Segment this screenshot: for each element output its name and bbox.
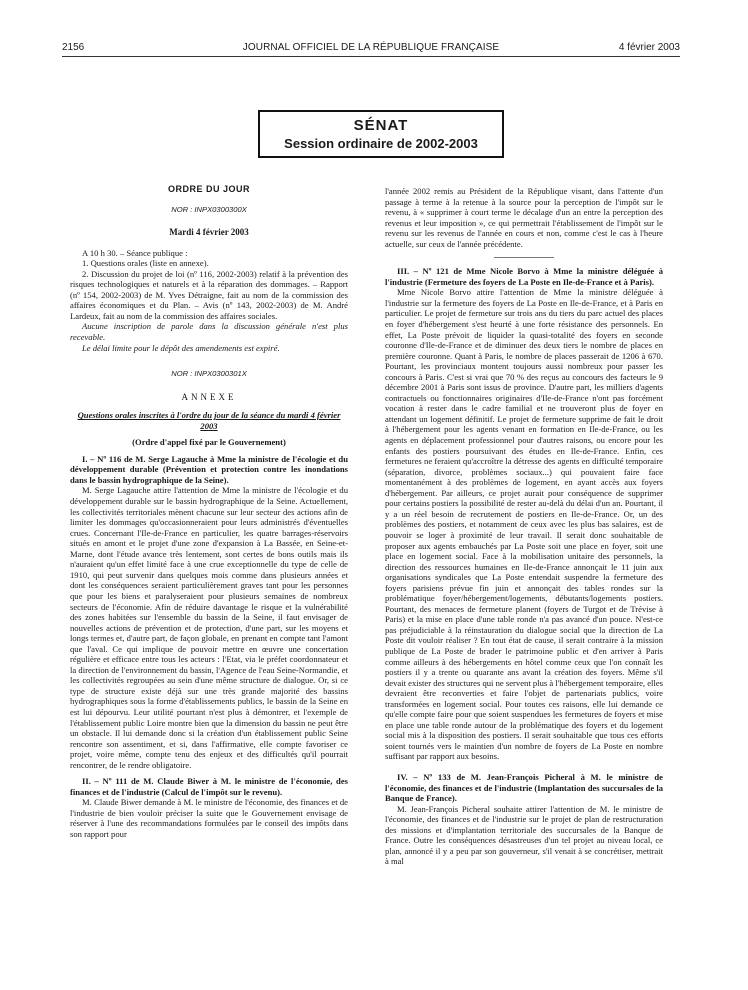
ordre-appel: (Ordre d'appel fixé par le Gouvernement) bbox=[132, 437, 286, 448]
header-date: 4 février 2003 bbox=[618, 42, 680, 53]
header-rule bbox=[62, 56, 680, 57]
journal-title: JOURNAL OFFICIEL DE LA RÉPUBLIQUE FRANÇAISE bbox=[242, 42, 500, 53]
agenda-item-2: 2. Discussion du projet de loi (nº 116, 2002-2003) relatif à la prévention des risques technologiques et naturels et à la réparation des dommages. – Rapport (nº 154, 2002-2003) de M. Yves Détraigne, fait au nom de la commission des affaires économiques et du Plan. – Avis (nº 143, 2002-2003) de M. André Lardeux, fait au nom de la commission des affaires sociales. bbox=[70, 268, 348, 321]
title-box bbox=[258, 110, 504, 158]
page-number: 2156 bbox=[62, 42, 85, 53]
question-133-heading: IV. – Nº 133 de M. Jean-François Picheral à M. le ministre de l'économie, des finances et de l'industrie (Implantation des succursales de la Banque de France). bbox=[385, 771, 663, 804]
nor-reference-1: NOR : INPX0300300X bbox=[171, 204, 247, 214]
title-session: Session ordinaire de 2002-2003 bbox=[284, 136, 478, 151]
question-121-body: Mme Nicole Borvo attire l'attention de Mme la ministre déléguée à l'industrie sur la fermeture des foyers de La Poste en Ile-de-France, et à Paris en particulier. Le projet de fermeture sur trois ans du tiers du parc actuel des places en foyer d'hébergement s'est heurté à une forte résistance des personnels. En effet, La Poste prévoit de liquider la quasi-totalité des foyers en seconde couronne d'Ile-de-France et de diminuer des deux tiers le nombre de places en première couronne. Quant à Paris, le nombre de places passerait de 1206 à 670. Pourtant, les provinciaux montent toujours aussi nombreux pour passer les concours à Paris. C'est si vrai que 70 % des reçus au concours des facteurs le 9 décembre 2001 à Paris sont issus de province. D'autre part, les milliers d'agents contractuels ou fonctionnaires originaires d'Ile-de-France n'ont pas forcément vocation à rester dans le cadre familial et ne trouveront plus de foyer en attendant un logement définitif. Le projet de fermeture supprime de fait le droit à l'hébergement pour les agents venant en formation en Ile-de-France, ou les agents en déplacement professionnel pour d'autres raisons, ou encore pour les enfants des postiers poursuivant des études en Ile-de-France. Enfin, ces fermetures ne feraient qu'accroître la détresse des agents en difficulté temporaire (séparation, divorce, problèmes sociaux...) qui pouvaient faire face momentanément à des problèmes de logement, en ayant accès aux foyers d'hébergement. Par ailleurs, ce projet aurait pour conséquence de supprimer pour certains postiers la possibilité de rester au-delà du délai d'un an. Pourtant, il y a un réel besoin de recrutement de postiers en Ile-de-France. Or, un des problèmes des postiers, et notamment de ceux avec les plus bas salaires, est de pouvoir se loger à proximité de leur travail. Il serait donc souhaitable de proposer aux agents embauchés par La Poste soit une place en foyer, soit une place en logement social. Face à la mobilisation unitaire des personnels, la direction des ressources humaines en Ile-de-France annonçait le 11 juin aux organisations syndicales que La Poste entendait suspendre la fermeture des foyers parisiens prévue fin juin et annonçait des tables rondes sur la problématique foyer/hébergement/logements, débutants/logements postiers. Pourtant, des menaces de fermeture planent (foyers de Turgot et de Trévise à Paris) et la mise en place d'une table ronde n'a pas avancé d'un pouce. N'est-ce pas préjudiciable à la réinstauration du dialogue social que la direction de La Poste dit vouloir réaliser ? En tout état de cause, il serait contraire à la mission publique de La Poste de brader le patrimoine public et d'en arriver à Paris comme ailleurs à des hébergements en hôtel comme ceux que l'on connaît les postiers il y a trente ou quarante ans avant la création des foyers. Même s'il devait exister des structures qui ne servent plus à l'hébergement temporaire, elles devraient être reconverties et faire l'objet de partenariats publics, voire transformées en logement social. Pour toutes ces raisons, elle lui demande ce qu'elle compte faire pour que soient suspendues les fermetures de foyers et mise en place une table ronde autour de la problématique des foyers et du logement social mis à la disposition des postiers. Il serait souhaitable que tous ces efforts soient tournés vers le maintien d'un nombre de foyers de La Poste en nombre suffisant par rapport aux besoins. bbox=[385, 287, 663, 762]
question-111-body: M. Claude Biwer demande à M. le ministre de l'économie, des finances et de l'industrie de bien vouloir préciser la suite que le Gouvernement envisage de réserver à l'une des recommandations formulées par le conseil des impôts dans son rapport pour bbox=[70, 797, 348, 839]
note-amendements: Le délai limite pour le dépôt des amendements est expiré. bbox=[82, 342, 280, 353]
ordre-du-jour-title: ORDRE DU JOUR bbox=[167, 184, 250, 194]
right-column bbox=[385, 186, 663, 867]
question-116-heading: I. – Nº 116 de M. Serge Lagauche à Mme la ministre de l'écologie et du développement durable (Prévention et protection contre les inondations dans le bassin hydrographique de la Seine). bbox=[70, 453, 348, 485]
agenda-item-1: 1. Questions orales (liste en annexe). bbox=[82, 258, 209, 269]
questions-title: Questions orales inscrites à l'ordre du jour de la séance du mardi 4 février 2003 bbox=[77, 410, 341, 431]
question-133-body: M. Jean-François Picheral souhaite attirer l'attention de M. le ministre de l'économie, des finances et de l'industrie sur le projet de plan de restructuration des missions et d'implantation territoriale des succursales de la Banque de France. Outre les conséquences désastreuses d'un tel projet au niveau local, ce plan, annoncé il y a peu par son gouverneur, s'il venait à se concrétiser, mettrait à mal bbox=[385, 803, 663, 867]
left-column bbox=[70, 180, 348, 840]
nor-reference-2: NOR : INPX0300301X bbox=[171, 369, 247, 379]
question-111-heading: II. – Nº 111 de M. Claude Biwer à M. le ministre de l'économie, des finances et de l'industrie (Calcul de l'impôt sur le revenu). bbox=[70, 776, 348, 797]
note-inscription: Aucune inscription de parole dans la discussion générale n'est plus recevable. bbox=[70, 321, 348, 343]
separator bbox=[494, 257, 554, 258]
title-senat: SÉNAT bbox=[353, 117, 409, 134]
question-111-continued: l'année 2002 remis au Président de la République visant, dans l'attente d'un passage à terme à la retenue à la source pour la perception de l'impôt sur le revenu, à « supprimer à court terme le décalage d'un an entre la perception des revenus et leur imposition », ce qui permettrait l'établissement de l'impôt sur le revenu sur les revenus de l'année en cours et non, comme c'est le cas à l'heure actuelle, sur ceux de l'année précédente. bbox=[385, 186, 663, 249]
date-heading: Mardi 4 février 2003 bbox=[169, 227, 249, 238]
seance-line: A 10 h 30. – Séance publique : bbox=[82, 247, 188, 258]
question-116-body: M. Serge Lagauche attire l'attention de Mme la ministre de l'écologie et du développement durable sur le bassin hydrographique de la Seine. Actuellement, les collectivités territoriales mènent chacune sur leur secteur des actions afin de limiter les dommages qu'occasionneraient pour leurs administrés d'éventuelles crues. Concernant l'Ile-de-France en particulier, les quatre barrages-réservoirs situés en amont et le projet d'une zone d'expansion à La Bassée, en Seine-et-Marne, dont l'étude avance très lentement, sont certes de bons outils mais ils n'auraient qu'un effet limité face à une crue exceptionnelle du type de celle de 1910, qui peut survenir dans quelques mois comme dans plusieurs années et dont les conséquences seraient particulièrement graves tant pour les personnes que pour les biens et paralyseraient pour plusieurs semaines de nombreux secteurs de l'économie. Afin de réduire davantage le risque et la vulnérabilité des zones habitées sur l'ensemble du bassin de la Seine, il faut envisager de nouvelles actions de prévention et de protection, d'une part, sur les moyens et longs termes et, d'autre part, de façon globale, en prenant en compte tant l'amont que l'aval. Ce qui implique de pouvoir mettre en œuvre une concertation régulière et efficace entre tous les acteurs : l'Etat, via le préfet coordonnateur et la direction de l'environnement du bassin, l'Agence de l'eau Seine-Normandie, et les collectivités regroupées au sein d'une même structure de dialogue. Or, si ce type de structure existe déjà sur une très grande majorité des bassins hydrographiques sous la forme d'établissements publics, le bassin de la Seine en est lui dépourvu. Leur utilité pourtant n'est plus à démontrer, et l'exemple de l'établissement public Loire montre bien que la dimension du bassin ne peut être un obstacle. Il lui demande donc si la création d'un établissement public Seine rencontre son assentiment, et si, dans l'affirmative, elle compte favoriser ce projet, voire même, compte tenu des enjeux et des difficultés qu'il pourrait rencontrer, de le rendre obligatoire. bbox=[70, 485, 348, 770]
annexe-heading: ANNEXE bbox=[181, 391, 237, 402]
question-121-heading: III. – Nº 121 de Mme Nicole Borvo à Mme la ministre déléguée à l'industrie (Fermeture des foyers de La Poste en Ile-de-France et à Paris). bbox=[385, 266, 663, 287]
